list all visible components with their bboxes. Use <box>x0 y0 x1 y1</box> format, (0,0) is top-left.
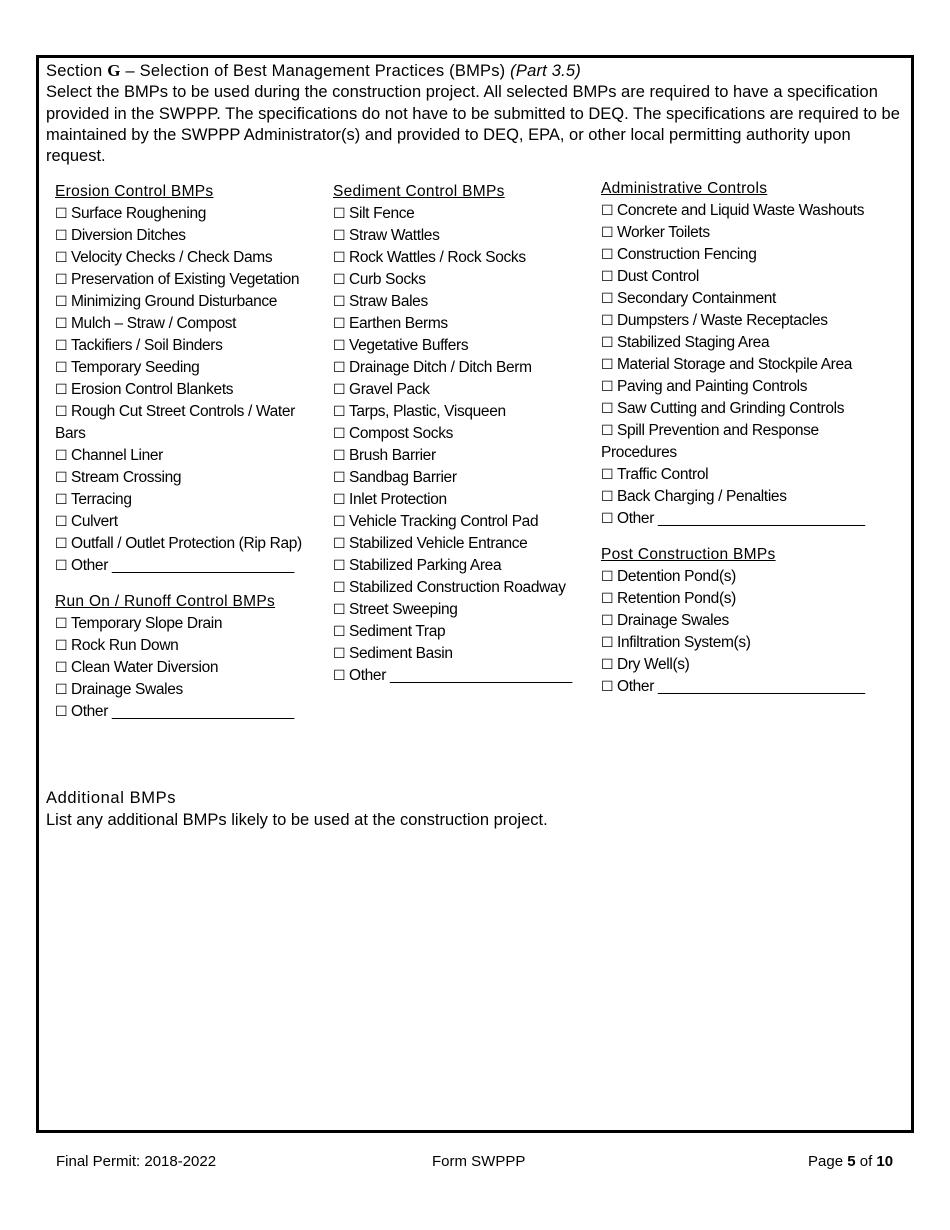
bmp-option <box>333 467 595 489</box>
bmp-option-label: Traffic Control <box>617 466 709 483</box>
bmp-option-label: Other _________________________ <box>617 510 865 527</box>
checkbox[interactable]: ☐ <box>601 657 614 673</box>
bmp-option-label: Rock Run Down <box>71 637 179 654</box>
bmp-option-label: Concrete and Liquid Waste Washouts <box>617 202 865 219</box>
bmp-option-label: Silt Fence <box>349 205 415 222</box>
bmp-option-label: Temporary Seeding <box>71 359 200 376</box>
bmp-option-label: Drainage Swales <box>71 681 183 698</box>
bmp-option <box>333 445 595 467</box>
bmp-option-label: Dry Well(s) <box>617 656 690 673</box>
admin-heading: Administrative Controls <box>601 180 768 197</box>
bmp-option <box>601 398 891 420</box>
bmp-option-label: Stabilized Staging Area <box>617 334 770 351</box>
bmp-option <box>55 379 317 401</box>
bmp-option <box>601 354 891 376</box>
checkbox[interactable]: ☐ <box>601 203 614 219</box>
bmp-option <box>333 203 595 225</box>
bmp-option-label: Drainage Ditch / Ditch Berm <box>349 359 532 376</box>
bmp-option-label: Erosion Control Blankets <box>71 381 234 398</box>
bmp-option-label: Sediment Basin <box>349 645 453 662</box>
checkbox[interactable]: ☐ <box>333 668 346 684</box>
bmp-option-label: Other ______________________ <box>71 557 294 574</box>
checkbox[interactable]: ☐ <box>333 448 346 464</box>
bmp-option-label: Material Storage and Stockpile Area <box>617 356 853 373</box>
bmp-option-label: Curb Socks <box>349 271 426 288</box>
bmp-option <box>55 533 317 555</box>
checkbox[interactable]: ☐ <box>55 272 68 288</box>
column-1 <box>55 181 317 723</box>
bmp-option <box>601 244 891 266</box>
checkbox[interactable]: ☐ <box>601 401 614 417</box>
checkbox[interactable]: ☐ <box>333 646 346 662</box>
bmp-option <box>55 247 317 269</box>
bmp-option <box>333 379 595 401</box>
bmp-option-label: Inlet Protection <box>349 491 447 508</box>
bmp-option-label: Mulch – Straw / Compost <box>71 315 237 332</box>
bmp-option <box>333 401 595 423</box>
bmp-option-label: Compost Socks <box>349 425 453 442</box>
bmp-option-label: Street Sweeping <box>349 601 458 618</box>
bmp-option <box>333 313 595 335</box>
bmp-option-label: Stream Crossing <box>71 469 182 486</box>
runon-list <box>55 613 317 723</box>
part-reference: (Part 3.5) <box>510 62 581 80</box>
bmp-option-label: Dumpsters / Waste Receptacles <box>617 312 828 329</box>
bmp-option-label: Construction Fencing <box>617 246 757 263</box>
section-instructions: Select the BMPs to be used during the construction project. All selected BMPs are required to have a specification provided in the SWPPP. The specifications do not have to be submitted to DEQ. The specifications are required to be maintained by the SWPPP Administrator(s) and provided to DEQ, EPA, or other local permitting authority upon request. <box>46 83 900 166</box>
bmp-option-label: Other ______________________ <box>349 667 572 684</box>
checkbox[interactable]: ☐ <box>333 360 346 376</box>
checkbox[interactable]: ☐ <box>55 250 68 266</box>
additional-bmps <box>46 787 548 831</box>
checkbox[interactable]: ☐ <box>601 225 614 241</box>
bmp-option <box>55 467 317 489</box>
checkbox[interactable]: ☐ <box>333 272 346 288</box>
column-3 <box>601 178 891 698</box>
post-list <box>601 566 891 698</box>
bmp-option <box>55 613 317 635</box>
bmp-option-label: Minimizing Ground Disturbance <box>71 293 278 310</box>
checkbox[interactable]: ☐ <box>333 470 346 486</box>
bmp-option <box>333 533 595 555</box>
bmp-option-label: Stabilized Parking Area <box>349 557 502 574</box>
bmp-option <box>333 225 595 247</box>
runon-heading: Run On / Runoff Control BMPs <box>55 593 276 610</box>
checkbox[interactable]: ☐ <box>333 580 346 596</box>
checkbox[interactable]: ☐ <box>55 638 68 654</box>
bmp-option-label: Spill Prevention and Response Procedures <box>601 422 819 461</box>
checkbox[interactable]: ☐ <box>333 294 346 310</box>
bmp-option <box>55 701 317 723</box>
bmp-option <box>333 291 595 313</box>
checkbox[interactable]: ☐ <box>601 613 614 629</box>
bmp-option-label: Drainage Swales <box>617 612 729 629</box>
bmp-option-label: Detention Pond(s) <box>617 568 736 585</box>
erosion-list <box>55 203 317 577</box>
bmp-option <box>55 489 317 511</box>
checkbox[interactable]: ☐ <box>333 250 346 266</box>
bmp-option <box>333 489 595 511</box>
bmp-option-label: Brush Barrier <box>349 447 436 464</box>
bmp-option <box>601 222 891 244</box>
bmp-option <box>55 445 317 467</box>
bmp-option-label: Stabilized Construction Roadway <box>349 579 566 596</box>
bmp-option <box>55 269 317 291</box>
bmp-option <box>55 679 317 701</box>
bmp-option <box>333 247 595 269</box>
checkbox[interactable]: ☐ <box>601 511 614 527</box>
bmp-option <box>55 313 317 335</box>
bmp-option-label: Clean Water Diversion <box>71 659 219 676</box>
checkbox[interactable]: ☐ <box>55 536 68 552</box>
bmp-option <box>601 632 891 654</box>
checkbox[interactable]: ☐ <box>601 357 614 373</box>
bmp-option <box>333 577 595 599</box>
bmp-option-label: Stabilized Vehicle Entrance <box>349 535 528 552</box>
bmp-option <box>55 203 317 225</box>
bmp-option <box>601 610 891 632</box>
checkbox[interactable]: ☐ <box>55 228 68 244</box>
checkbox[interactable]: ☐ <box>333 558 346 574</box>
checkbox[interactable]: ☐ <box>55 660 68 676</box>
footer-permit: Final Permit: 2018-2022 <box>56 1153 217 1170</box>
bmp-option <box>601 200 891 222</box>
bmp-option-label: Straw Bales <box>349 293 428 310</box>
bmp-option-label: Retention Pond(s) <box>617 590 736 607</box>
bmp-option-label: Temporary Slope Drain <box>71 615 223 632</box>
checkbox[interactable]: ☐ <box>601 291 614 307</box>
bmp-option-label: Gravel Pack <box>349 381 430 398</box>
bmp-option-label: Worker Toilets <box>617 224 710 241</box>
checkbox[interactable]: ☐ <box>601 489 614 505</box>
bmp-option <box>601 288 891 310</box>
bmp-option-label: Outfall / Outlet Protection (Rip Rap) <box>71 535 302 552</box>
bmp-option-label: Rough Cut Street Controls / Water Bars <box>55 403 295 442</box>
erosion-heading: Erosion Control BMPs <box>55 183 214 200</box>
checkbox[interactable]: ☐ <box>55 404 68 420</box>
checkbox[interactable]: ☐ <box>601 569 614 585</box>
checkbox[interactable]: ☐ <box>601 635 614 651</box>
footer-page-number: Page 5 of 10 <box>808 1153 894 1170</box>
bmp-option <box>333 599 595 621</box>
bmp-option-label: Straw Wattles <box>349 227 440 244</box>
footer-form: Form SWPPP <box>432 1153 526 1170</box>
bmp-option <box>333 665 595 687</box>
bmp-option <box>601 310 891 332</box>
checkbox[interactable]: ☐ <box>601 335 614 351</box>
bmp-option <box>55 635 317 657</box>
checkbox[interactable]: ☐ <box>55 558 68 574</box>
bmp-option <box>333 511 595 533</box>
bmp-option <box>601 376 891 398</box>
bmp-option-label: Velocity Checks / Check Dams <box>71 249 273 266</box>
checkbox[interactable]: ☐ <box>601 423 614 439</box>
admin-list <box>601 200 891 530</box>
sediment-list <box>333 203 595 687</box>
checkbox[interactable]: ☐ <box>55 382 68 398</box>
checkbox[interactable]: ☐ <box>55 360 68 376</box>
additional-heading: Additional BMPs <box>46 789 177 807</box>
bmp-option <box>601 676 891 698</box>
bmp-option-label: Rock Wattles / Rock Socks <box>349 249 526 266</box>
bmp-option-label: Secondary Containment <box>617 290 776 307</box>
bmp-option <box>55 357 317 379</box>
checkbox[interactable]: ☐ <box>55 616 68 632</box>
checkbox[interactable]: ☐ <box>601 269 614 285</box>
checkbox[interactable]: ☐ <box>333 624 346 640</box>
checkbox[interactable]: ☐ <box>601 313 614 329</box>
bmp-option <box>55 225 317 247</box>
checkbox[interactable]: ☐ <box>601 379 614 395</box>
section-header <box>46 60 906 167</box>
bmp-option <box>601 420 891 464</box>
checkbox[interactable]: ☐ <box>55 704 68 720</box>
bmp-option-label: Dust Control <box>617 268 699 285</box>
checkbox[interactable]: ☐ <box>333 338 346 354</box>
checkbox[interactable]: ☐ <box>55 338 68 354</box>
bmp-option-label: Other _________________________ <box>617 678 865 695</box>
checkbox[interactable]: ☐ <box>333 228 346 244</box>
bmp-option <box>55 657 317 679</box>
bmp-option <box>55 511 317 533</box>
additional-instructions: List any additional BMPs likely to be used at the construction project. <box>46 811 548 829</box>
bmp-option-label: Surface Roughening <box>71 205 207 222</box>
bmp-option <box>333 269 595 291</box>
checkbox[interactable]: ☐ <box>333 316 346 332</box>
checkbox[interactable]: ☐ <box>55 682 68 698</box>
checkbox[interactable]: ☐ <box>55 470 68 486</box>
checkbox[interactable]: ☐ <box>333 514 346 530</box>
bmp-option-label: Terracing <box>71 491 132 508</box>
bmp-option-label: Other ______________________ <box>71 703 294 720</box>
checkbox[interactable]: ☐ <box>333 404 346 420</box>
checkbox[interactable]: ☐ <box>55 316 68 332</box>
bmp-option <box>333 643 595 665</box>
bmp-option <box>601 654 891 676</box>
section-letter: G <box>107 61 121 80</box>
checkbox[interactable]: ☐ <box>55 294 68 310</box>
bmp-option <box>601 508 891 530</box>
checkbox[interactable]: ☐ <box>333 492 346 508</box>
bmp-option <box>55 335 317 357</box>
checkbox[interactable]: ☐ <box>333 382 346 398</box>
checkbox[interactable]: ☐ <box>601 679 614 695</box>
section-title: Section G – Selection of Best Management Practices (BMPs) (Part 3.5) <box>46 61 581 80</box>
bmp-option <box>55 401 317 445</box>
bmp-option <box>601 266 891 288</box>
checkbox[interactable]: ☐ <box>333 536 346 552</box>
bmp-option-label: Culvert <box>71 513 118 530</box>
column-2 <box>333 181 595 687</box>
bmp-option-label: Vehicle Tracking Control Pad <box>349 513 539 530</box>
bmp-option <box>333 335 595 357</box>
bmp-option-label: Saw Cutting and Grinding Controls <box>617 400 845 417</box>
bmp-option-label: Sandbag Barrier <box>349 469 457 486</box>
bmp-option <box>55 291 317 313</box>
checkbox[interactable]: ☐ <box>333 206 346 222</box>
bmp-option-label: Infiltration System(s) <box>617 634 751 651</box>
checkbox[interactable]: ☐ <box>55 514 68 530</box>
checkbox[interactable]: ☐ <box>601 247 614 263</box>
checkbox[interactable]: ☐ <box>55 492 68 508</box>
bmp-option-label: Diversion Ditches <box>71 227 186 244</box>
checkbox[interactable]: ☐ <box>601 591 614 607</box>
bmp-option <box>333 423 595 445</box>
bmp-option-label: Sediment Trap <box>349 623 446 640</box>
bmp-option-label: Channel Liner <box>71 447 163 464</box>
bmp-option-label: Tarps, Plastic, Visqueen <box>349 403 506 420</box>
bmp-option <box>601 566 891 588</box>
bmp-option <box>55 555 317 577</box>
bmp-option-label: Preservation of Existing Vegetation <box>71 271 300 288</box>
checkbox[interactable]: ☐ <box>333 602 346 618</box>
post-heading: Post Construction BMPs <box>601 546 776 563</box>
bmp-option <box>333 555 595 577</box>
bmp-option <box>601 486 891 508</box>
sediment-heading: Sediment Control BMPs <box>333 183 505 200</box>
bmp-option <box>333 621 595 643</box>
checkbox[interactable]: ☐ <box>333 426 346 442</box>
bmp-option <box>601 332 891 354</box>
bmp-option <box>333 357 595 379</box>
checkbox[interactable]: ☐ <box>55 206 68 222</box>
bmp-option-label: Tackifiers / Soil Binders <box>71 337 223 354</box>
checkbox[interactable]: ☐ <box>55 448 68 464</box>
bmp-option <box>601 588 891 610</box>
bmp-option-label: Vegetative Buffers <box>349 337 469 354</box>
bmp-option-label: Back Charging / Penalties <box>617 488 787 505</box>
checkbox[interactable]: ☐ <box>601 467 614 483</box>
bmp-option-label: Earthen Berms <box>349 315 448 332</box>
bmp-option-label: Paving and Painting Controls <box>617 378 808 395</box>
bmp-option <box>601 464 891 486</box>
